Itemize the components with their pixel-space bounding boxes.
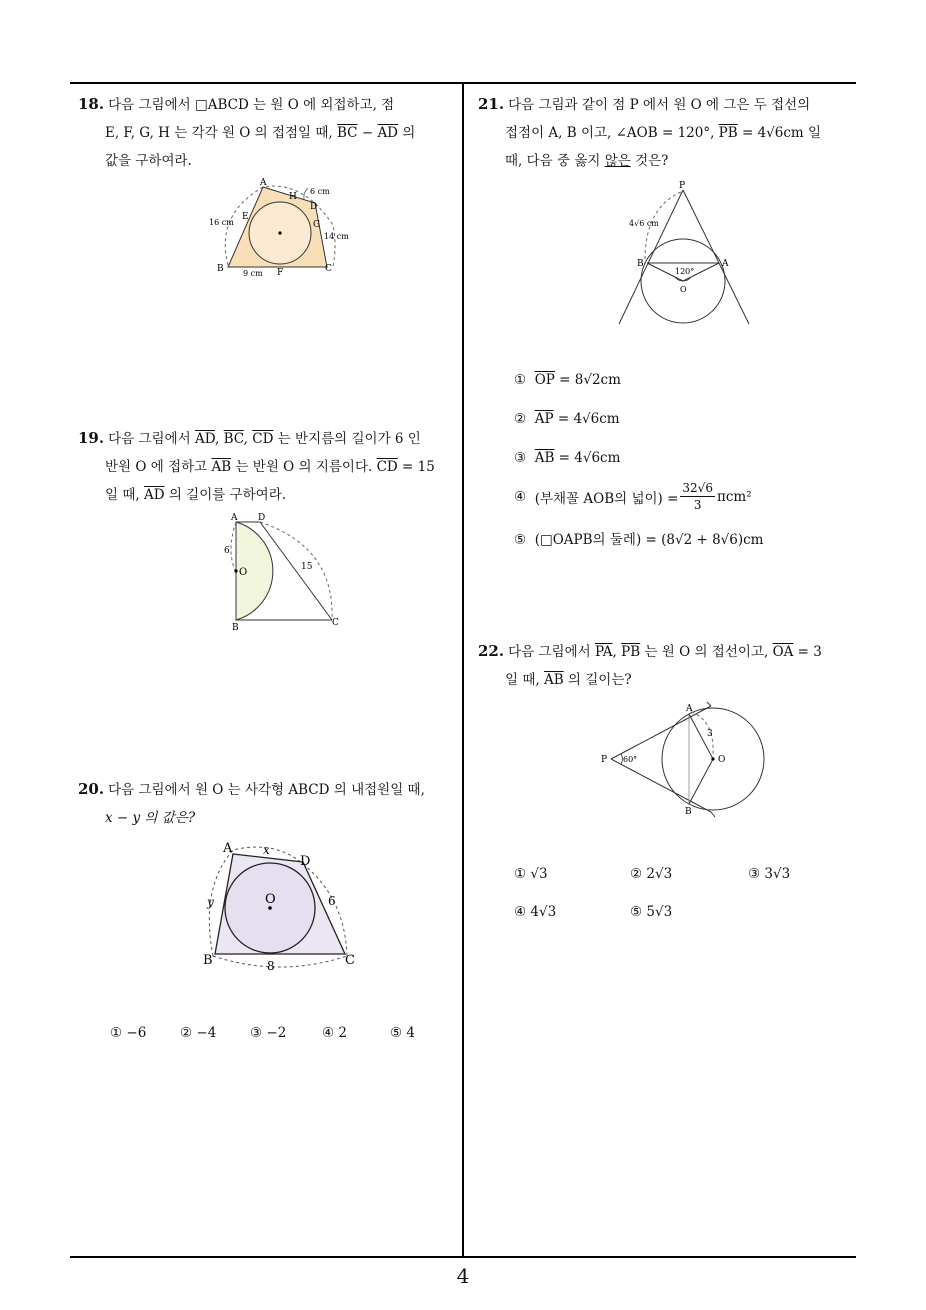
question-21 <box>478 90 858 175</box>
label-F: F <box>277 268 284 278</box>
question-text: 일 때, <box>505 672 544 688</box>
label-16cm: 16 cm <box>209 218 234 227</box>
segment-oa: $\overline{OA}$ <box>772 644 794 660</box>
figure-q18 <box>205 175 355 280</box>
question-22: 22. 다음 그림에서 $\overline{PA}$, $\overline{PB}$ 는 원 O 의 접선이고, $\overline{OA} = 3$ 일 때, $\overline{AB}$ 의 길이는? <box>478 642 822 688</box>
question-20 <box>78 775 458 832</box>
question-text: 는 반원 O 의 지름이다. <box>231 459 377 475</box>
label-B: B <box>685 807 692 817</box>
question-text: 때, 다음 중 옳지 <box>505 153 605 169</box>
label-O: O <box>680 285 687 294</box>
label-angle: 120° <box>675 267 695 276</box>
answer-option-5[interactable] <box>514 528 763 548</box>
question-text: 접점이 A, B 이고, ∠AOB = 120°, <box>505 125 719 141</box>
segment-pa: $\overline{PA}$ <box>594 644 613 660</box>
label-x: x <box>263 843 270 857</box>
option-text: πcm² <box>716 488 752 505</box>
label-G: G <box>313 220 321 230</box>
segment-cd: $\overline{CD}$ <box>252 431 274 447</box>
label-P: P <box>679 181 686 191</box>
column-divider <box>462 82 464 1258</box>
label-y: y <box>207 895 214 909</box>
question-text: = 15 <box>397 459 435 475</box>
question-text: 값을 구하여라. <box>105 153 192 169</box>
label-B: B <box>637 259 644 269</box>
segment-ad: $\overline{AD}$ <box>194 431 216 447</box>
option-text: (□OAPB의 둘레) = (8√2 + 8√6)cm <box>534 532 764 548</box>
answer-option-1[interactable]: ① −6 <box>110 1025 147 1041</box>
option-marker: ② <box>514 411 527 427</box>
segment-bc: $\overline{BC}$ <box>223 431 244 447</box>
label-D: D <box>258 513 266 523</box>
option-text: = 4√6cm <box>553 411 620 427</box>
option-text: = 4√6cm <box>554 450 621 466</box>
label-B: B <box>203 953 213 968</box>
question-text: E, F, G, H 는 각각 원 O 의 접점일 때, <box>105 125 338 141</box>
label-A: A <box>260 178 267 188</box>
answer-option-4[interactable]: ④ 2 <box>322 1025 347 1041</box>
question-text: = 4√6cm 일 <box>737 125 822 141</box>
answer-option-5[interactable]: ⑤ 4 <box>390 1025 415 1041</box>
label-C: C <box>345 953 355 968</box>
answer-option-4[interactable]: ④ 4√3 <box>514 904 557 920</box>
answer-option-5[interactable]: ⑤ 5√3 <box>630 904 673 920</box>
segment-ab: $\overline{AB}$ <box>543 672 564 688</box>
question-number: 20. <box>78 780 105 798</box>
answer-option-4[interactable] <box>514 480 752 513</box>
label-A: A <box>722 259 729 269</box>
answer-option-3[interactable] <box>514 450 620 466</box>
question-number: 21. <box>478 95 505 113</box>
segment-op: $\overline{OP}$ <box>534 372 555 388</box>
fraction-denominator: 3 <box>693 498 702 512</box>
question-text: 는 반지름의 길이가 6 인 <box>273 431 421 447</box>
label-6cm: 6 cm <box>310 187 330 196</box>
label-length: 4√6 cm <box>629 219 659 228</box>
question-number: 18. <box>78 95 105 113</box>
question-text: = 3 <box>793 644 822 660</box>
segment-bc: $\overline{BC}$ <box>337 125 358 141</box>
question-text: − <box>357 125 378 141</box>
question-text: 의 <box>398 125 416 141</box>
segment-ab: $\overline{AB}$ <box>534 450 555 466</box>
segment-ad: $\overline{AD}$ <box>377 125 399 141</box>
label-D: D <box>300 854 311 869</box>
segment-ap: $\overline{AP}$ <box>534 411 554 427</box>
label-E: E <box>242 212 249 222</box>
question-text: 의 길이는? <box>563 672 632 688</box>
answer-option-1[interactable]: ① √3 <box>514 866 548 882</box>
label-15: 15 <box>301 562 313 572</box>
answer-option-1[interactable] <box>514 372 621 388</box>
label-8: 8 <box>267 959 275 973</box>
figure-q20 <box>195 838 365 976</box>
label-B: B <box>232 623 239 633</box>
segment-ad: $\overline{AD}$ <box>143 487 165 503</box>
page-number: 4 <box>456 1264 470 1288</box>
emphasis-text: 않은 <box>604 153 631 169</box>
label-6: 6 <box>328 894 336 908</box>
question-text: 다음 그림에서 <box>508 644 595 660</box>
label-9cm: 9 cm <box>243 269 263 278</box>
option-marker: ① <box>514 372 527 388</box>
label-H: H <box>289 192 297 202</box>
question-text: 일 때, <box>105 487 144 503</box>
question-text: 다음 그림과 같이 점 P 에서 원 O 에 그은 두 접선의 <box>508 97 811 113</box>
segment-pb: $\overline{PB}$ <box>621 644 641 660</box>
label-O: O <box>265 892 276 907</box>
label-P: P <box>601 755 608 765</box>
label-3: 3 <box>707 729 713 739</box>
label-D: D <box>310 202 318 212</box>
answer-option-3[interactable]: ③ −2 <box>250 1025 287 1041</box>
segment-ab: $\overline{AB}$ <box>211 459 232 475</box>
segment-cd: $\overline{CD}$ <box>376 459 398 475</box>
option-marker: ④ <box>514 488 527 505</box>
fraction-numerator: 32√6 <box>682 481 713 495</box>
figure-q22 <box>595 700 775 822</box>
fraction <box>680 480 715 513</box>
answer-option-2[interactable]: ② 2√3 <box>630 866 673 882</box>
question-number: 19. <box>78 429 105 447</box>
label-B: B <box>217 264 224 274</box>
option-marker: ③ <box>514 450 527 466</box>
label-A: A <box>223 841 233 856</box>
label-A: A <box>231 513 238 523</box>
option-text: (부채꼴 AOB의 넓이) = <box>534 490 679 507</box>
question-number: 22. <box>478 642 505 660</box>
label-C: C <box>332 618 339 628</box>
question-text: 는 원 O 의 접선이고, <box>640 644 773 660</box>
question-19: 19. 다음 그림에서 $\overline{AD}$, $\overline{BC}$, $\overline{CD}$ 는 반지름의 길이가 6 인 반원 O 에 접하고 $\overline{AB}$ 는 반원 O 의 지름이다. $\overline{CD} = 15$ 일 때, $\overline{AD}$ 의 길이를 구하여라. <box>78 429 435 503</box>
label-O: O <box>239 567 248 578</box>
answer-option-2[interactable]: ② −4 <box>180 1025 217 1041</box>
question-18 <box>78 90 458 175</box>
label-O: O <box>718 755 726 765</box>
figure-q21 <box>615 178 760 328</box>
question-text: 반원 O 에 접하고 <box>105 459 212 475</box>
label-A: A <box>686 704 693 714</box>
answer-option-2[interactable] <box>514 411 620 427</box>
question-text: x − y 의 값은? <box>105 810 196 826</box>
figure-q19 <box>220 512 350 634</box>
segment-pb: $\overline{PB}$ <box>718 125 738 141</box>
answer-option-3[interactable]: ③ 3√3 <box>748 866 791 882</box>
label-6: 6 <box>224 546 230 556</box>
label-14cm: 14 cm <box>324 232 349 241</box>
option-marker: ⑤ <box>514 532 527 548</box>
option-text: = 8√2cm <box>554 372 621 388</box>
label-C: C <box>325 264 332 274</box>
question-text: 다음 그림에서 <box>108 431 195 447</box>
question-text: 다음 그림에서 □ABCD 는 원 O 에 외접하고, 점 <box>108 97 395 113</box>
question-text: 다음 그림에서 원 O 는 사각형 ABCD 의 내접원일 때, <box>108 782 425 798</box>
question-text: 것은? <box>630 153 669 169</box>
bottom-rule <box>70 1256 856 1258</box>
label-angle: 60° <box>623 755 638 764</box>
question-text: 의 길이를 구하여라. <box>164 487 287 503</box>
